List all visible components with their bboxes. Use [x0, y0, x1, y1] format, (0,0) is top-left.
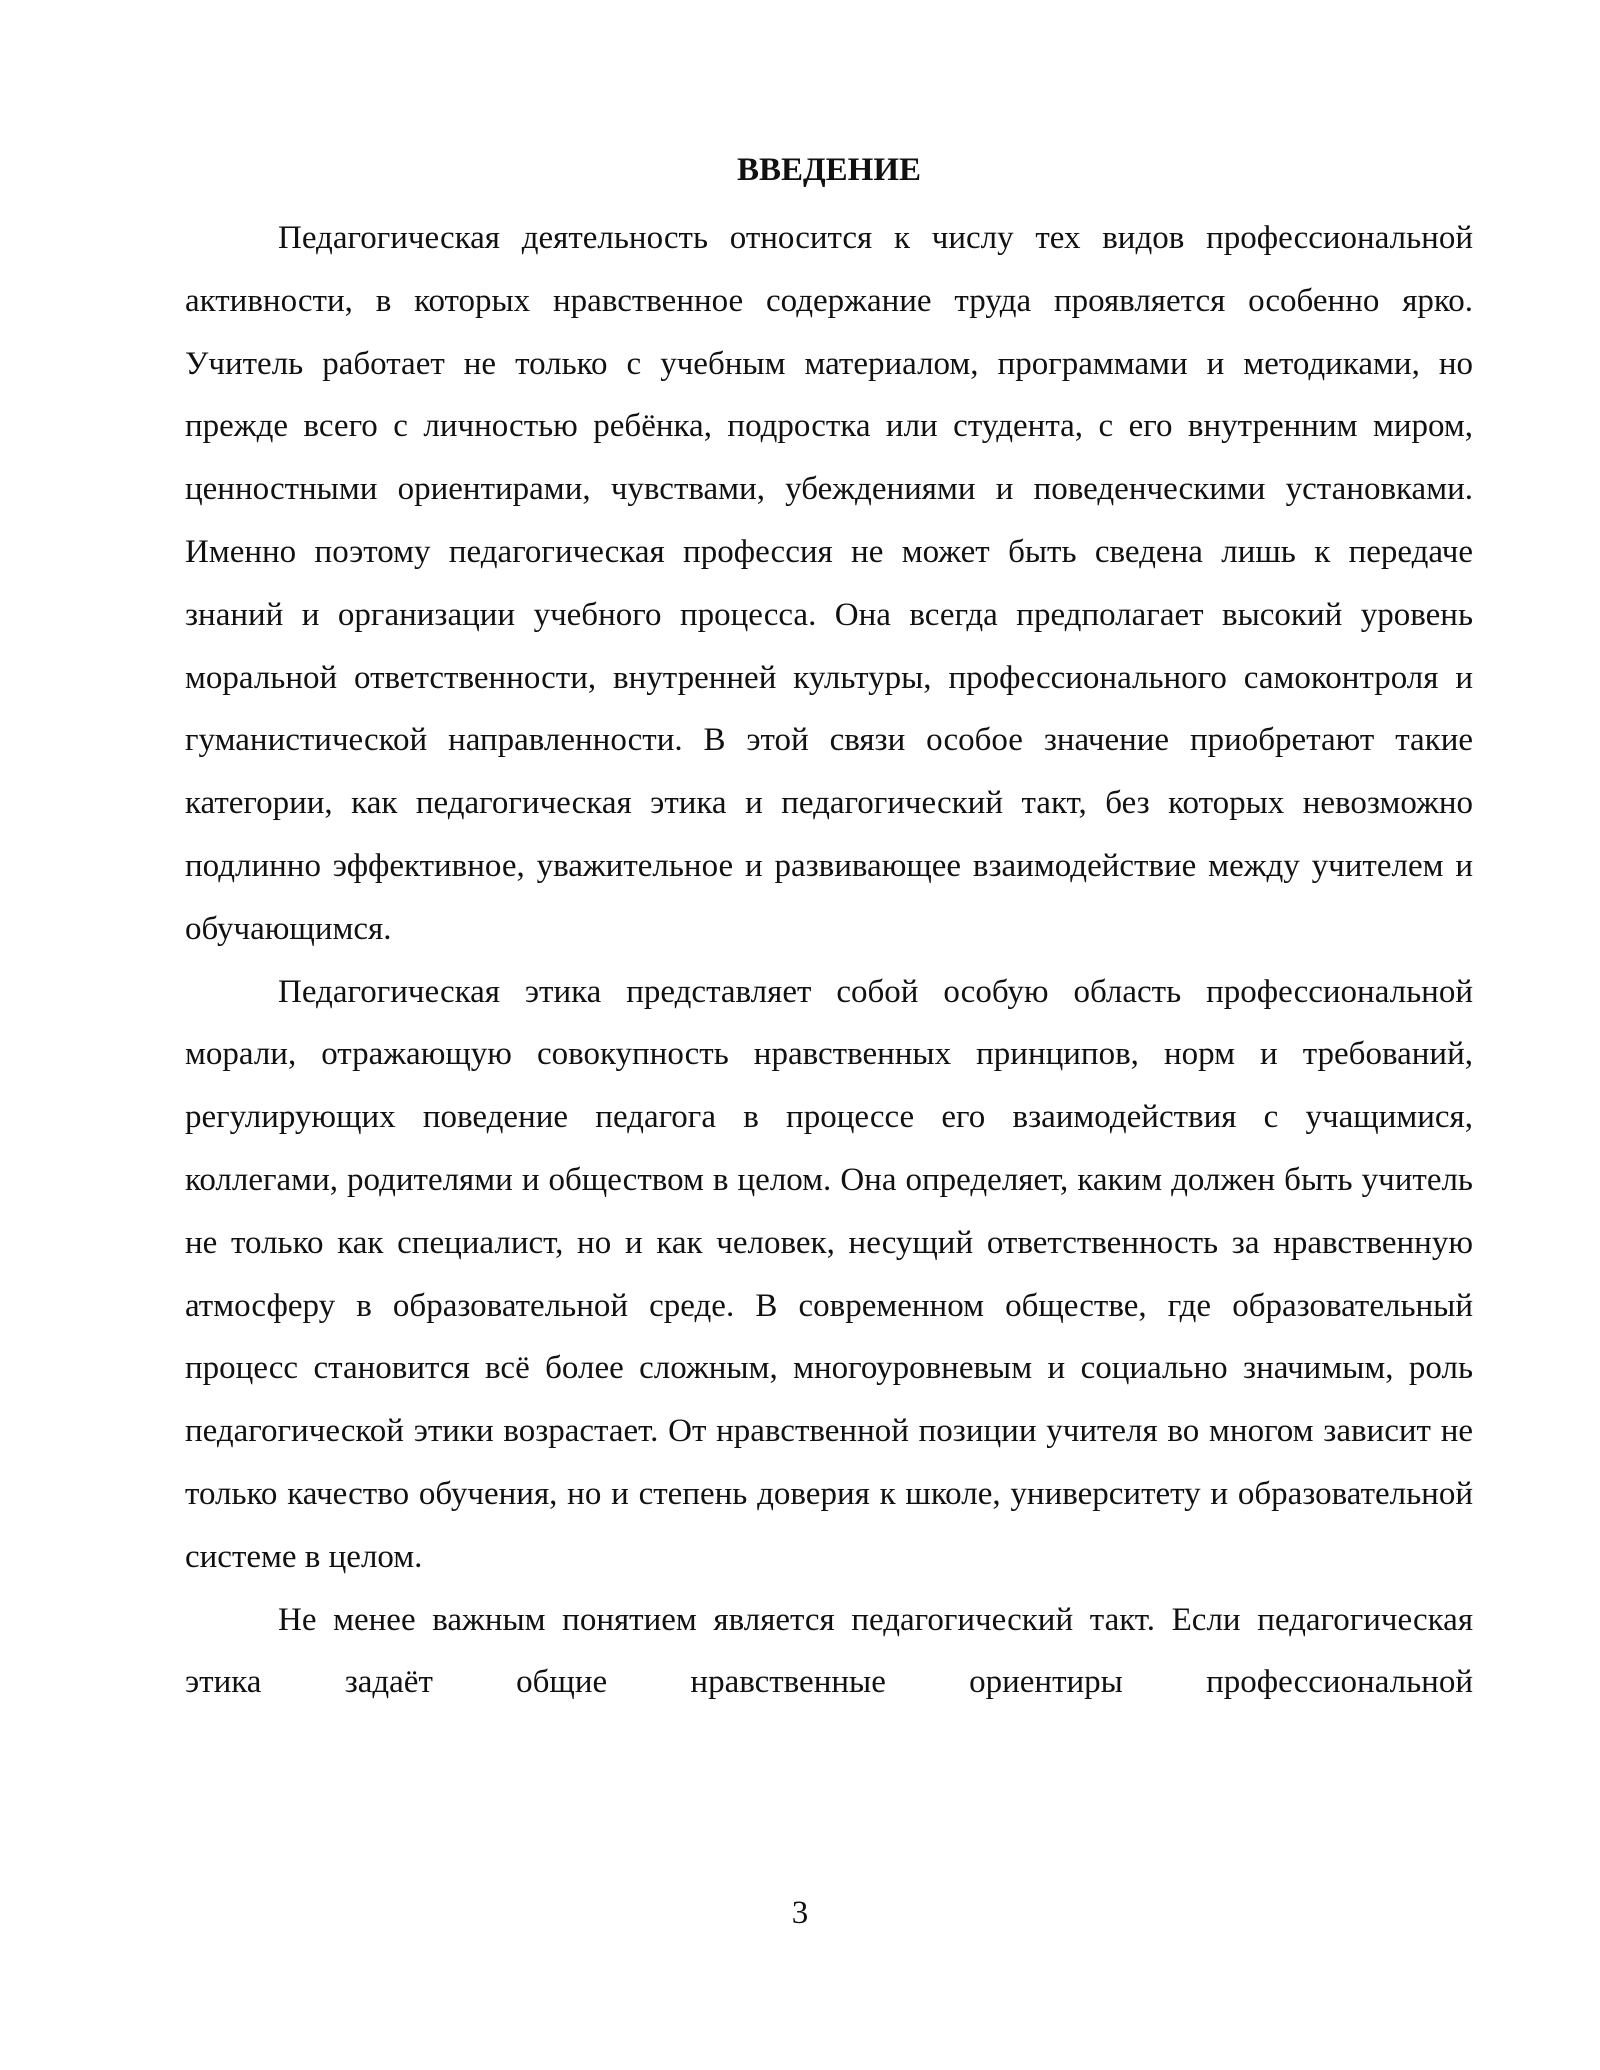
page-body: [185, 145, 1473, 1714]
page-title: ВВЕДЕНИЕ: [736, 152, 922, 188]
paragraph-3: Не менее важным понятием является педагогический такт. Если педагогическая этика задаёт общие нравственные ориентиры профессиональной: [185, 1601, 1473, 1701]
paragraph-1: Педагогическая деятельность относится к числу тех видов профессиональной активности, в которых нравственное содержание труда проявляется особенно ярко. Учитель работает не только с учебным материалом, программами и методиками, но прежде всего с личностью ребёнка, подростка или студента, с его внутренним миром, ценностными ориентирами, чувствами, убеждениями и поведенческими установками. Именно поэтому педагогическая профессия не может быть сведена лишь к передаче знаний и организации учебного процесса. Она всегда предполагает высокий уровень моральной ответственности, внутренней культуры, профессионального самоконтроля и гуманистической направленности. В этой связи особое значение приобретают такие категории, как педагогическая этика и педагогический такт, без которых невозможно подлинно эффективное, уважительное и развивающее взаимодействие между учителем и обучающимся.: [185, 220, 1473, 947]
paragraph-2: Педагогическая этика представляет собой особую область профессиональной морали, отражающую совокупность нравственных принципов, норм и требований, регулирующих поведение педагога в процессе его взаимодействия с учащимися, коллегами, родителями и обществом в целом. Она определяет, каким должен быть учитель не только как специалист, но и как человек, несущий ответственность за нравственную атмосферу в образовательной среде. В современном обществе, где образовательный процесс становится всё более сложным, многоуровневым и социально значимым, роль педагогической этики возрастает. От нравственной позиции учителя во многом зависит не только качество обучения, но и степень доверия к школе, университету и образовательной системе в целом.: [185, 973, 1473, 1575]
page-number: 3: [791, 1895, 809, 1931]
